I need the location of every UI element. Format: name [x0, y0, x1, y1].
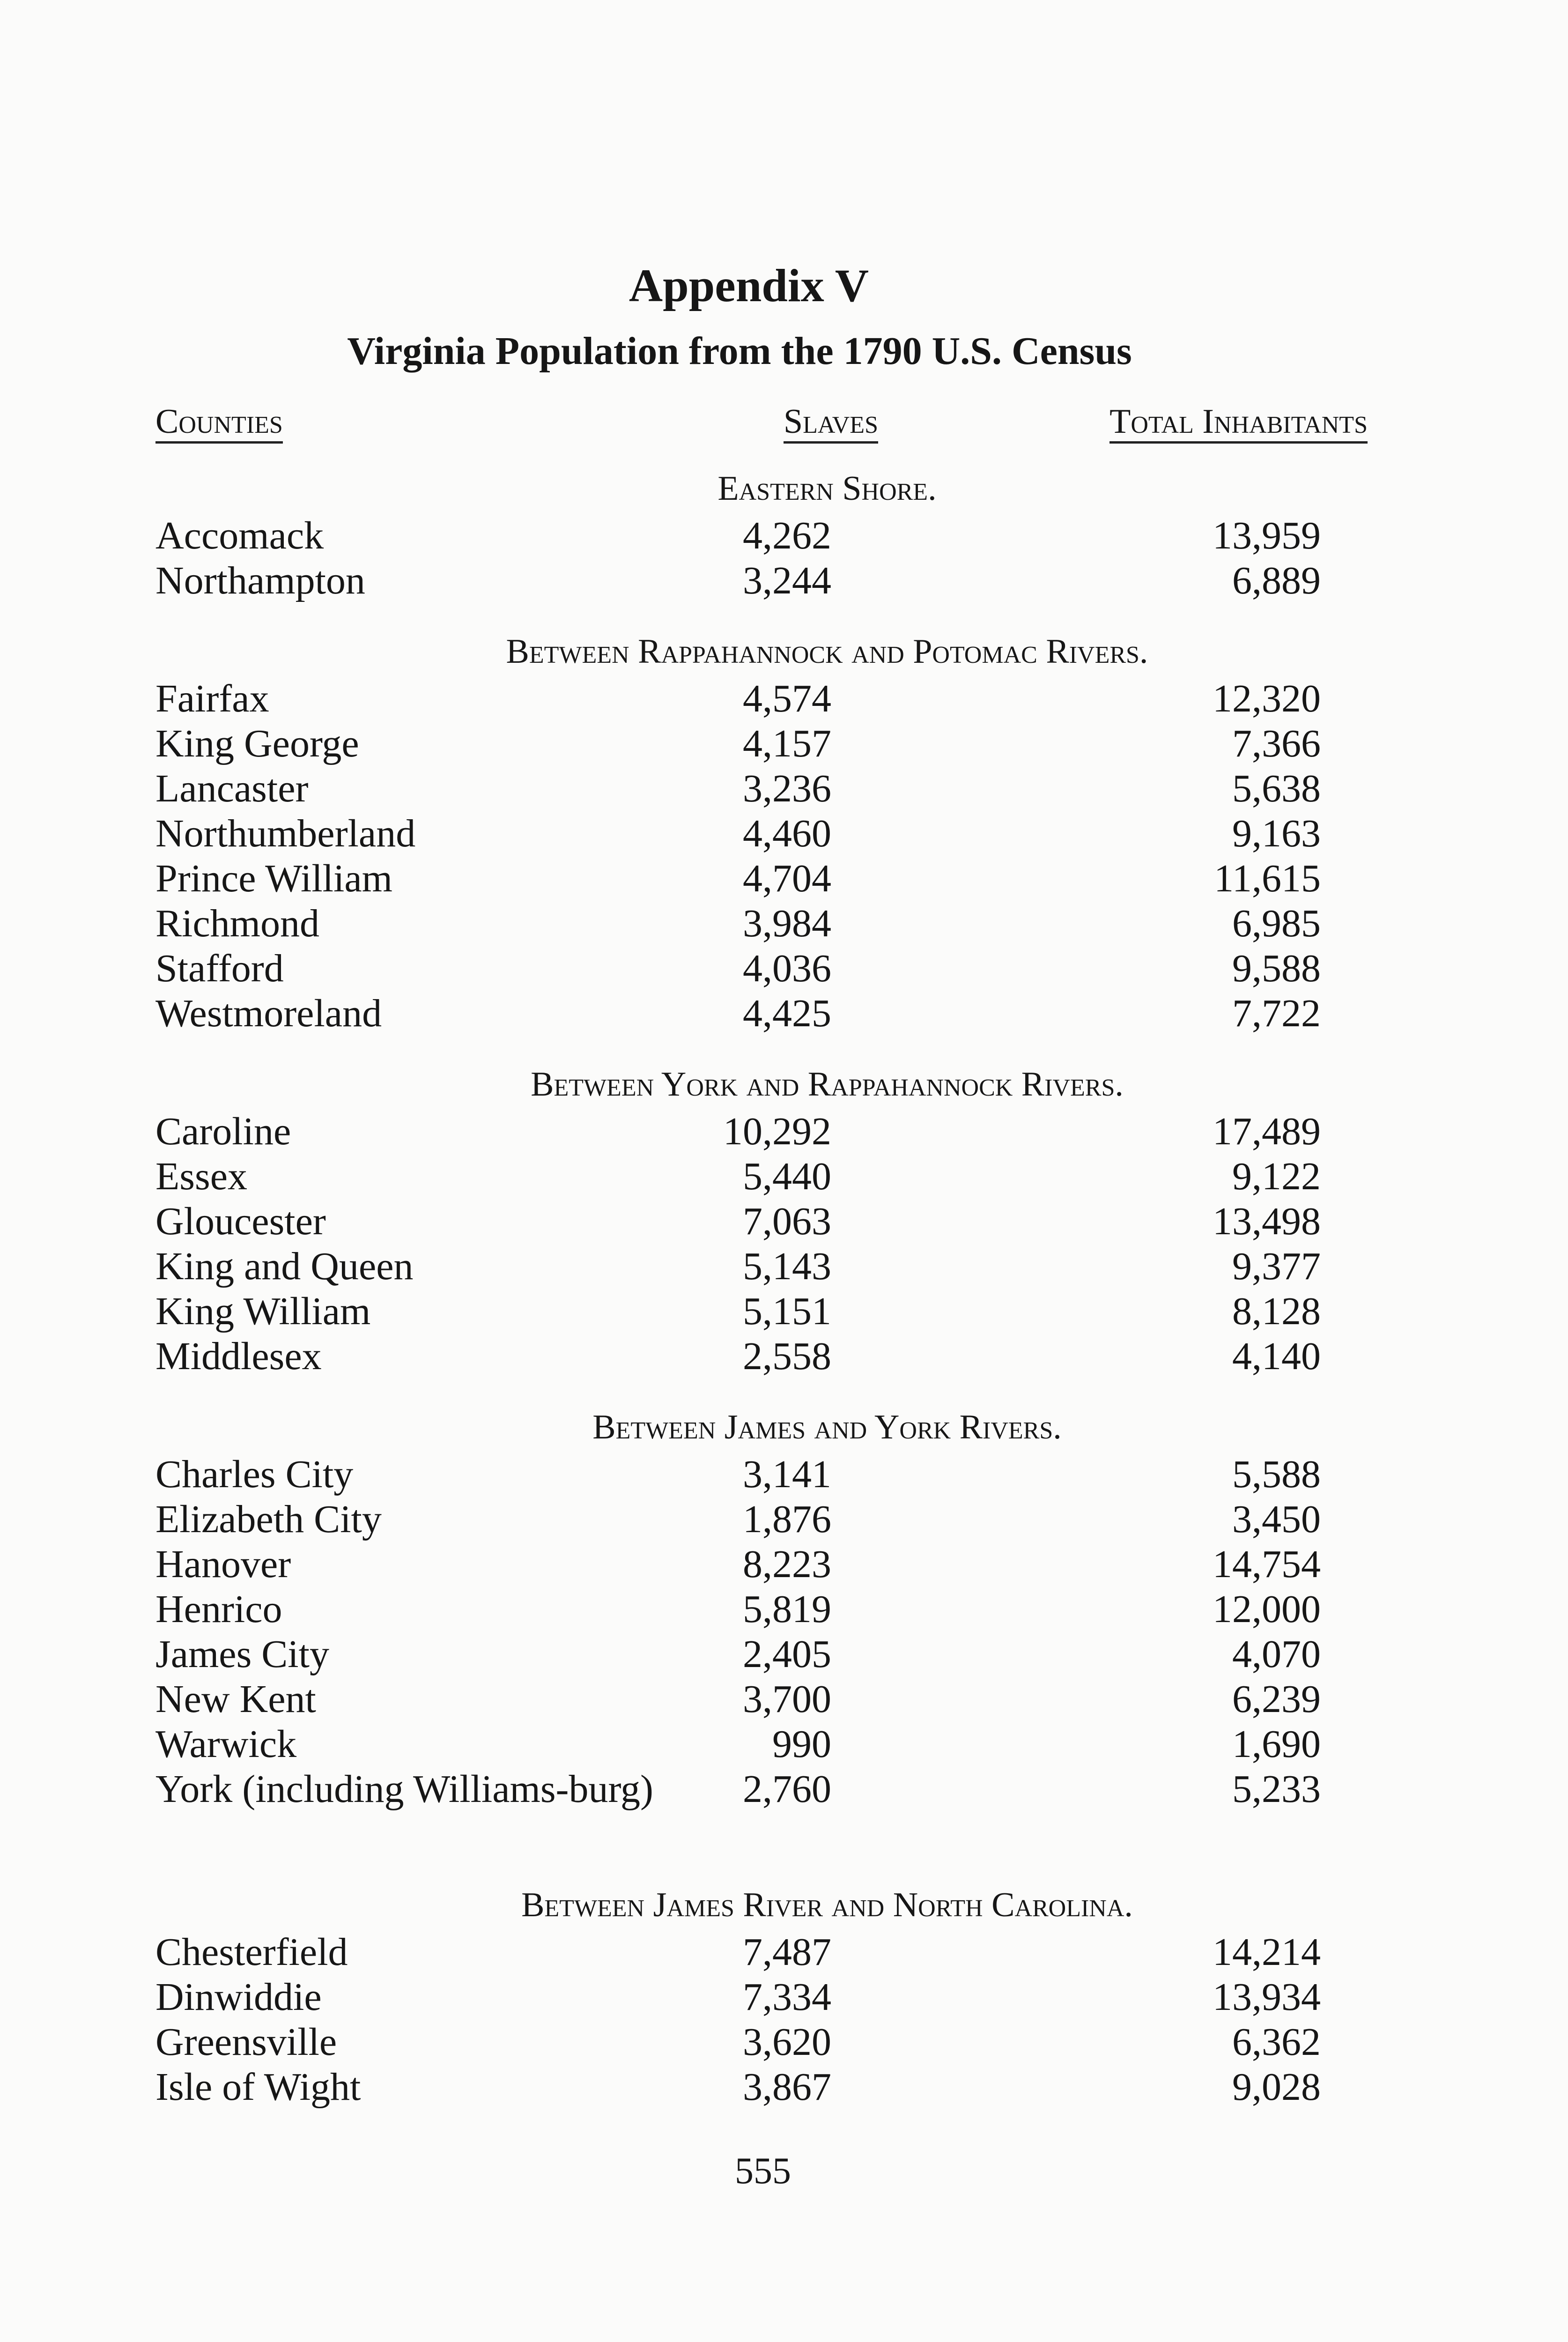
slaves-count: 2,405	[743, 1632, 831, 1676]
slaves-count: 3,700	[743, 1677, 831, 1721]
table-row	[155, 1452, 1368, 1497]
county-name: Middlesex	[155, 1334, 322, 1378]
county-name: Warwick	[155, 1722, 297, 1766]
table-row	[155, 1722, 1368, 1767]
census-table	[155, 464, 1368, 2110]
slaves-count: 3,984	[743, 902, 831, 945]
table-row	[155, 1334, 1368, 1379]
county-name: Isle of Wight	[155, 2065, 361, 2109]
county-name: Charles City	[155, 1453, 354, 1496]
table-row	[155, 1542, 1368, 1587]
slaves-count: 2,558	[743, 1334, 831, 1378]
table-row	[155, 901, 1368, 946]
slaves-count: 8,223	[743, 1542, 831, 1586]
slaves-count: 4,262	[743, 514, 831, 557]
slaves-count: 990	[772, 1722, 831, 1766]
total-inhabitants-count: 9,122	[1232, 1155, 1321, 1198]
total-inhabitants-count: 11,615	[1214, 857, 1321, 900]
total-inhabitants-count: 5,233	[1232, 1767, 1321, 1811]
slaves-count: 4,425	[743, 992, 831, 1035]
total-inhabitants-count: 1,690	[1232, 1722, 1321, 1766]
table-row	[155, 1677, 1368, 1722]
table-row	[155, 1109, 1368, 1154]
total-inhabitants-count: 14,214	[1213, 1930, 1321, 1974]
section-heading: Between Rappahannock and Potomac Rivers.	[506, 632, 1148, 671]
county-name: Northampton	[155, 559, 365, 602]
slaves-count: 5,440	[743, 1155, 831, 1198]
slaves-count: 3,141	[743, 1453, 831, 1496]
total-inhabitants-count: 6,985	[1232, 902, 1321, 945]
table-row	[155, 2065, 1368, 2110]
table-row	[155, 558, 1368, 603]
total-inhabitants-count: 12,320	[1213, 677, 1321, 720]
total-inhabitants-count: 8,128	[1232, 1290, 1321, 1333]
county-name: King George	[155, 722, 359, 765]
county-name: Gloucester	[155, 1200, 326, 1243]
county-name: Fairfax	[155, 677, 269, 720]
county-name: Hanover	[155, 1542, 291, 1586]
county-name: King William	[155, 1290, 371, 1333]
total-inhabitants-count: 4,140	[1232, 1334, 1321, 1378]
table-row	[155, 946, 1368, 991]
county-name: Richmond	[155, 902, 319, 945]
slaves-count: 7,063	[743, 1200, 831, 1243]
total-inhabitants-count: 9,588	[1232, 947, 1321, 990]
table-row	[155, 1244, 1368, 1289]
slaves-count: 5,819	[743, 1587, 831, 1631]
county-name: King and Queen	[155, 1245, 414, 1288]
table-row	[155, 1497, 1368, 1542]
county-name: Northumberland	[155, 812, 416, 855]
county-name: Greensville	[155, 2020, 337, 2064]
appendix-title: Appendix V	[629, 259, 869, 311]
total-inhabitants-count: 13,959	[1213, 514, 1321, 557]
total-inhabitants-count: 6,889	[1232, 559, 1321, 602]
slaves-count: 4,157	[743, 722, 831, 765]
county-name: Henrico	[155, 1587, 282, 1631]
slaves-count: 7,487	[743, 1930, 831, 1974]
slaves-count: 4,704	[743, 857, 831, 900]
county-name: Essex	[155, 1155, 247, 1198]
total-inhabitants-count: 3,450	[1232, 1497, 1321, 1541]
total-inhabitants-count: 9,377	[1232, 1245, 1321, 1288]
table-row	[155, 766, 1368, 811]
table-row	[155, 1975, 1368, 2020]
column-header-total-inhabitants: Total Inhabitants	[1109, 398, 1368, 444]
county-name: Westmoreland	[155, 992, 382, 1035]
table-row	[155, 2020, 1368, 2065]
county-name: Chesterfield	[155, 1930, 348, 1974]
slaves-count: 4,460	[743, 812, 831, 855]
table-row	[155, 811, 1368, 856]
total-inhabitants-count: 9,028	[1232, 2065, 1321, 2109]
table-row	[155, 1767, 1368, 1857]
table-row	[155, 1632, 1368, 1677]
slaves-count: 2,760	[743, 1767, 831, 1811]
total-inhabitants-count: 6,362	[1232, 2020, 1321, 2064]
table-row	[155, 1199, 1368, 1244]
total-inhabitants-count: 7,722	[1232, 992, 1321, 1035]
total-inhabitants-count: 4,070	[1232, 1632, 1321, 1676]
total-inhabitants-count: 12,000	[1213, 1587, 1321, 1631]
column-header-slaves: Slaves	[784, 398, 878, 444]
county-name: Prince William	[155, 857, 392, 900]
slaves-count: 7,334	[743, 1975, 831, 2019]
county-name: Stafford	[155, 947, 284, 990]
total-inhabitants-count: 17,489	[1213, 1110, 1321, 1153]
county-name: Accomack	[155, 514, 324, 557]
page-number: 555	[735, 2150, 791, 2192]
slaves-count: 10,292	[723, 1110, 831, 1153]
section-heading: Eastern Shore.	[717, 469, 937, 508]
slaves-count: 1,876	[743, 1497, 831, 1541]
table-row	[155, 1587, 1368, 1632]
slaves-count: 3,620	[743, 2020, 831, 2064]
total-inhabitants-count: 9,163	[1232, 812, 1321, 855]
county-name: York (including Williams-burg)	[155, 1767, 653, 1811]
county-name: James City	[155, 1632, 329, 1676]
total-inhabitants-count: 7,366	[1232, 722, 1321, 765]
section-heading: Between York and Rappahannock Rivers.	[531, 1065, 1124, 1104]
slaves-count: 5,143	[743, 1245, 831, 1288]
table-row	[155, 721, 1368, 766]
total-inhabitants-count: 5,638	[1232, 767, 1321, 810]
slaves-count: 4,036	[743, 947, 831, 990]
slaves-count: 3,244	[743, 559, 831, 602]
table-row	[155, 513, 1368, 558]
slaves-count: 3,236	[743, 767, 831, 810]
county-name: Lancaster	[155, 767, 309, 810]
total-inhabitants-count: 13,934	[1213, 1975, 1321, 2019]
slaves-count: 4,574	[743, 677, 831, 720]
total-inhabitants-count: 14,754	[1213, 1542, 1321, 1586]
table-subtitle: Virginia Population from the 1790 U.S. Census	[347, 329, 1132, 373]
column-header-counties: Counties	[155, 398, 283, 444]
table-row	[155, 676, 1368, 721]
table-row	[155, 856, 1368, 901]
county-name: Dinwiddie	[155, 1975, 322, 2019]
county-name: Elizabeth City	[155, 1497, 382, 1541]
table-row	[155, 991, 1368, 1036]
section-heading: Between James and York Rivers.	[592, 1408, 1062, 1446]
slaves-count: 5,151	[743, 1290, 831, 1333]
slaves-count: 3,867	[743, 2065, 831, 2109]
section-heading: Between James River and North Carolina.	[521, 1886, 1133, 1924]
county-name: New Kent	[155, 1677, 316, 1721]
total-inhabitants-count: 5,588	[1232, 1453, 1321, 1496]
table-row	[155, 1930, 1368, 1975]
total-inhabitants-count: 6,239	[1232, 1677, 1321, 1721]
total-inhabitants-count: 13,498	[1213, 1200, 1321, 1243]
table-row	[155, 1154, 1368, 1199]
county-name: Caroline	[155, 1110, 291, 1153]
table-row	[155, 1289, 1368, 1334]
